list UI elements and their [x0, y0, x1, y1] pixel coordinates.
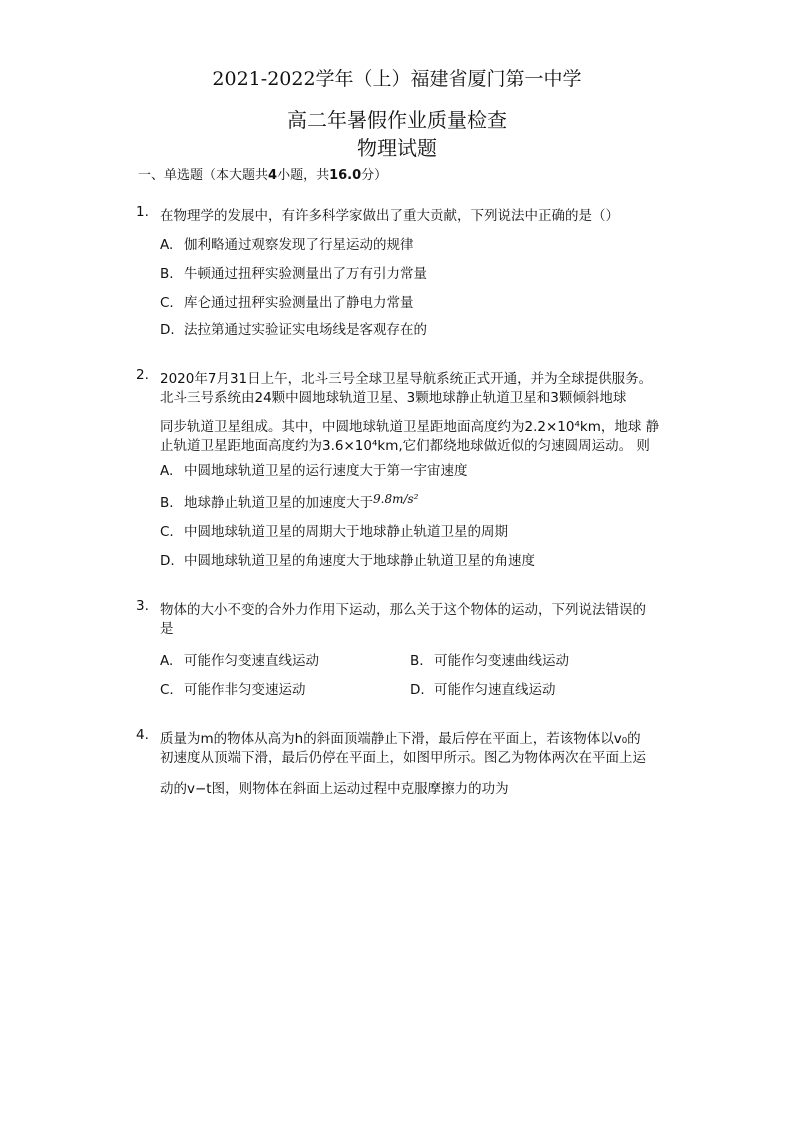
- question-text-line: 物体的大小不变的合外力作用下运动，那么关于这个物体的运动，下列说法错误的: [160, 602, 646, 618]
- question-number: 4.: [136, 727, 149, 743]
- option-text: 伽利略通过观察发现了行星运动的规律: [184, 237, 414, 253]
- question-text-line: 2020年7月31日上午，北斗三号全球卫星导航系统正式开通，并为全球提供服务。: [160, 371, 653, 387]
- option-d: [160, 318, 427, 338]
- option-letter: B.: [410, 653, 424, 669]
- option-letter: D.: [160, 322, 175, 338]
- option-letter: B.: [160, 495, 174, 511]
- section-score: 16.0: [329, 168, 362, 183]
- question-text-line: 同步轨道卫星组成。其中，中圆地球轨道卫星距地面高度约为2.2×10⁴km，地球 静: [160, 419, 660, 435]
- exam-header-line1: 2021-2022学年（上）福建省厦门第一中学: [212, 68, 582, 90]
- option-letter: D.: [160, 553, 175, 569]
- option-text: 可能作非匀变速运动: [184, 682, 306, 698]
- option-a: [160, 233, 414, 253]
- section-count: 4: [268, 168, 278, 183]
- option-b: [410, 649, 569, 669]
- question-text-line: 动的v−t图，则物体在斜面上运动过程中克服摩擦力的功为: [160, 781, 509, 797]
- option-letter: D.: [410, 682, 425, 698]
- option-text: 地球静止轨道卫星的加速度大于: [184, 495, 373, 511]
- option-letter: A.: [160, 463, 174, 479]
- option-text: 牛顿通过扭秤实验测量出了万有引力常量: [184, 266, 427, 282]
- section-label-prefix: 一、单选题（本大题共: [138, 168, 269, 183]
- option-letter: C.: [160, 295, 174, 311]
- question-text-line: 北斗三号系统由24颗中圆地球轨道卫星、3颗地球静止轨道卫星和3颗倾斜地球: [160, 390, 627, 406]
- acceleration-value: 9.8m/s²: [373, 492, 419, 506]
- question-text-line: 初速度从顶端下滑，最后仍停在平面上，如图甲所示。图乙为物体两次在平面上运: [160, 750, 646, 766]
- section-label-mid: 小题，共: [277, 168, 330, 183]
- option-letter: A.: [160, 237, 174, 253]
- question-number: 3.: [136, 598, 149, 614]
- question-number: 2.: [136, 367, 149, 383]
- option-a: [160, 649, 319, 669]
- option-c: [160, 678, 306, 698]
- option-text: 可能作匀速直线运动: [434, 682, 556, 698]
- option-text: 中圆地球轨道卫星的运行速度大于第一宇宙速度: [184, 463, 468, 479]
- option-text: 可能作匀变速曲线运动: [434, 653, 569, 669]
- option-text: 法拉第通过实验证实电场线是客观存在的: [184, 322, 427, 338]
- option-d: [410, 678, 556, 698]
- exam-header-line2: 高二年暑假作业质量检查: [287, 108, 507, 132]
- option-c: [160, 520, 508, 540]
- option-letter: C.: [160, 682, 174, 698]
- section-label-suffix: 分）: [361, 168, 388, 183]
- question-text-line: 质量为m的物体从高为h的斜面顶端静止下滑，最后停在平面上，若该物体以v₀的: [160, 731, 641, 747]
- exam-header-line3: 物理试题: [357, 136, 437, 160]
- option-d: [160, 549, 535, 569]
- question-text-line: 是: [160, 621, 174, 637]
- option-text: 库仑通过扭秤实验测量出了静电力常量: [184, 295, 414, 311]
- option-letter: B.: [160, 266, 174, 282]
- question-number: 1.: [136, 204, 149, 220]
- option-text: 可能作匀变速直线运动: [184, 653, 319, 669]
- question-text: 在物理学的发展中，有许多科学家做出了重大贡献，下列说法中正确的是（）: [160, 208, 619, 224]
- option-c: [160, 291, 414, 311]
- option-letter: C.: [160, 524, 174, 540]
- option-a: [160, 459, 468, 479]
- option-b: [160, 262, 427, 282]
- option-text: 中圆地球轨道卫星的周期大于地球静止轨道卫星的周期: [184, 524, 508, 540]
- question-text-line: 止轨道卫星距地面高度约为3.6×10⁴km,它们都绕地球做近似的匀速圆周运动。 则: [160, 438, 650, 454]
- option-text: 中圆地球轨道卫星的角速度大于地球静止轨道卫星的角速度: [184, 553, 535, 569]
- option-b: [160, 491, 418, 511]
- section-heading: [138, 164, 387, 183]
- option-letter: A.: [160, 653, 174, 669]
